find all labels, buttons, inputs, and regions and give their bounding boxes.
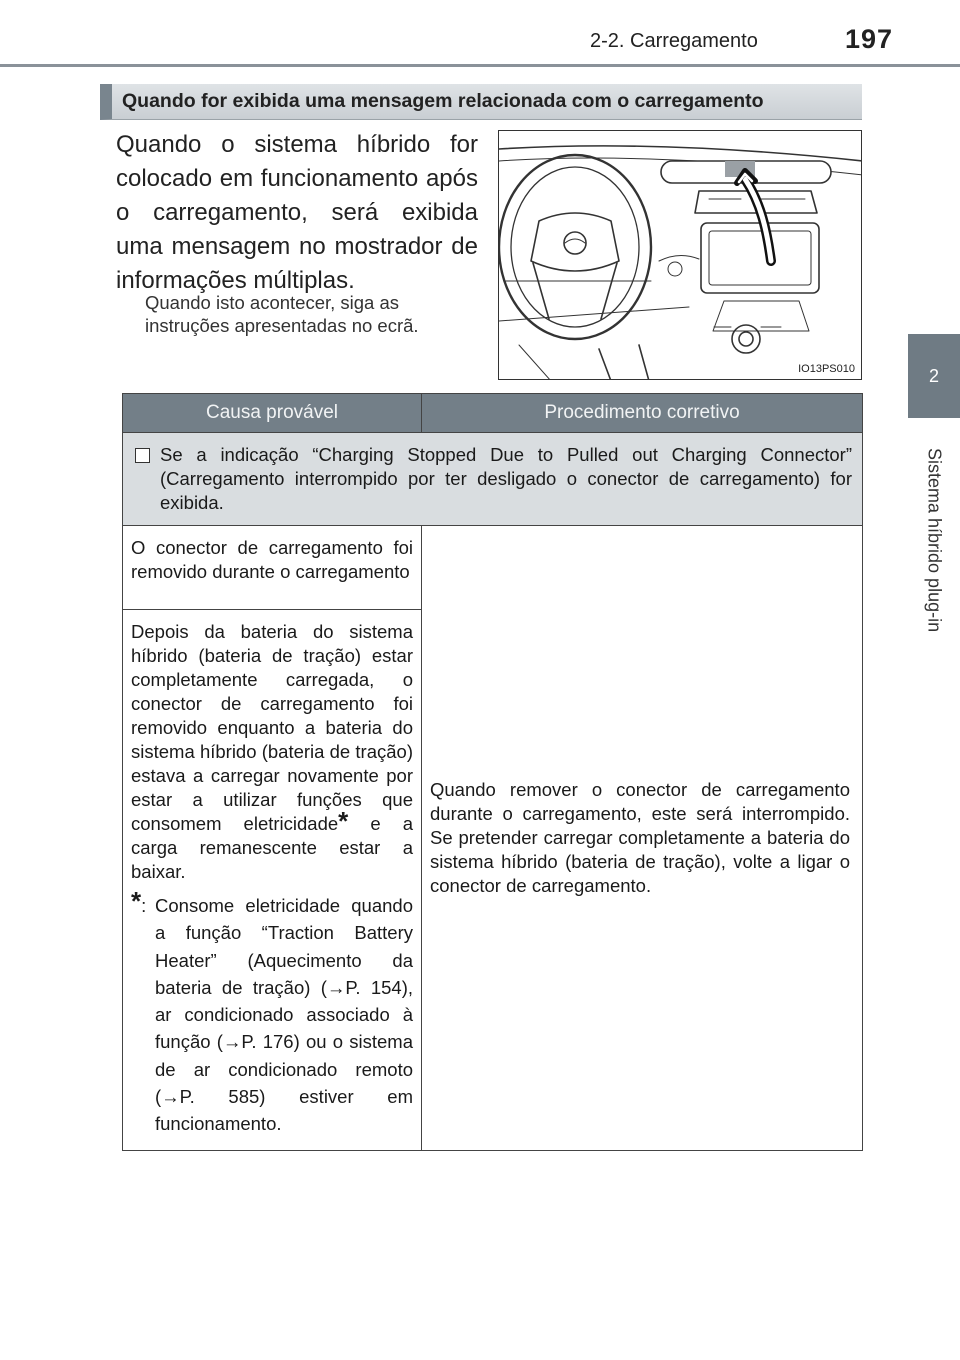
cause-text-tail: e a carga remanescente estar a baixar. (131, 813, 414, 882)
cause-text: O conector de carregamento foi removido durante o carregamento (131, 537, 413, 582)
section-heading: Quando for exibida uma mensagem relacionada com o carregamento (100, 84, 862, 120)
intro-note: Quando isto acontecer, siga as instruções apresentadas no ecrã. (145, 292, 419, 336)
checkbox-icon (135, 448, 150, 463)
footnote-separator: : (141, 895, 147, 916)
header-rule (0, 64, 960, 67)
chapter-tab (908, 334, 960, 418)
footnote-marker: * (338, 806, 349, 836)
cause-text: Depois da bateria do sistema híbrido (bateria de tração) estar completamente carregada, o conector de carregamento foi removido enquanto a bateria do sistema híbrido (bateria de tração) estava a carregar novamente por estar a utilizar funções que consomem eletricidade (131, 621, 413, 834)
troubleshooting-table (122, 393, 863, 1151)
table-row (123, 526, 863, 610)
cause-cell (123, 610, 422, 1151)
table-header-row (123, 394, 863, 433)
footnote-text: Consome eletricidade quando a função “Traction Battery Heater” (Aquecimento da bateria de tração) (→P. 154), ar condicionado associado à função (→P. 176) ou o sistema de ar condicionado remoto (→P. 585) estiver em funcionamento. (155, 895, 413, 1135)
remedy-cell (422, 526, 863, 1151)
chapter-title-label (908, 420, 960, 660)
condition-text: Se a indicação “Charging Stopped Due to Pulled out Charging Connector” (Carregamento interrompido por ter desligado o conector de carregamento) for exibida. (160, 444, 852, 513)
running-header-section: 2-2. Carregamento (590, 30, 758, 52)
condition-row (123, 433, 863, 526)
figure-code: IO13PS010 (798, 363, 855, 375)
chapter-title: Sistema híbrido plug-in (924, 447, 945, 633)
chapter-number: 2 (928, 365, 939, 386)
dashboard-illustration (498, 130, 862, 380)
column-header-cause: Causa provável (123, 394, 422, 433)
page-number: 197 (845, 24, 894, 54)
footnote (131, 886, 413, 1138)
column-header-procedure: Procedimento corretivo (422, 394, 863, 433)
cause-cell (123, 526, 422, 610)
remedy-text: Quando remover o conector de carregamento durante o carregamento, este será interrompido. Se pretender carregar completamente a bateria do sistema híbrido (bateria de tração), volte a ligar o conector de carregamento. (430, 778, 850, 896)
footnote-star: * (131, 886, 142, 916)
dashboard-drawing (499, 131, 862, 380)
intro-paragraph: Quando o sistema híbrido for colocado em funcionamento após o carregamento, será exibida uma mensagem no mostrador de informações múltiplas. (116, 131, 478, 294)
condition-cell (123, 433, 863, 526)
